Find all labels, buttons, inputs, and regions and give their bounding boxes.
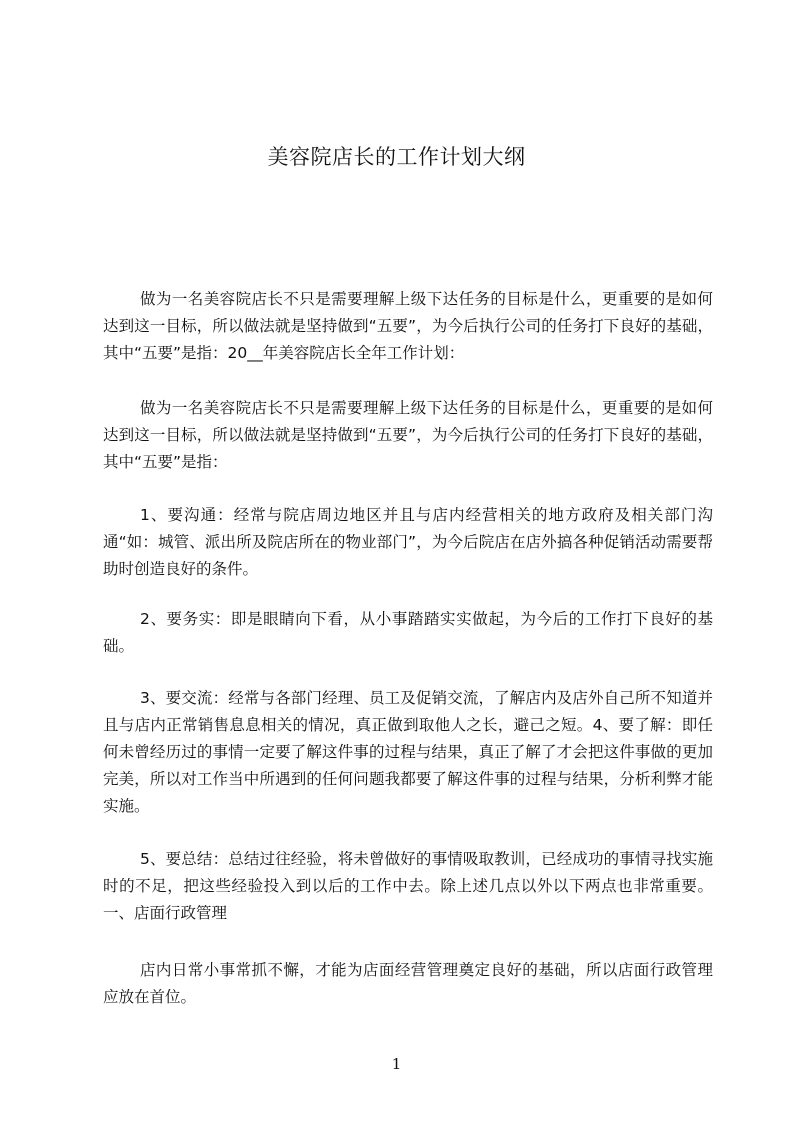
paragraph-communicate: 1、要沟通：经常与院店周边地区并且与店内经营相关的地方政府及相关部门沟通“如：城管、派出所及院店所在的物业部门”，为今后院店在店外搞各种促销活动需要帮助时创造良好的条件。 — [103, 506, 713, 578]
paragraph-store-admin: 店内日常小事常抓不懈，才能为店面经营管理奠定良好的基础，所以店面行政管理应放在首位。 — [103, 961, 713, 1006]
document-title: 美容院店长的工作计划大纲 — [267, 145, 526, 169]
page-number: 1 — [391, 1055, 402, 1073]
paragraph-intro-with-plan: 做为一名美容院店长不只是需要理解上级下达任务的目标是什么，更重要的是如何达到这一目标，所以做法就是坚持做到“五要”，为今后执行公司的任务打下良好的基础，其中“五要”是指：20__年美容院店长全年工作计划： — [103, 290, 713, 362]
paragraph-summarize: 5、要总结：总结过往经验，将未曾做好的事情吸取教训，已经成功的事情寻找实施时的不足，把这些经验投入到以后的工作中去。除上述几点以外以下两点也非常重要。一、店面行政管理 — [103, 850, 713, 922]
paragraph-exchange-understand: 3、要交流：经常与各部门经理、员工及促销交流，了解店内及店外自己所不知道并且与店内正常销售息息相关的情况，真正做到取他人之长，避己之短。4、要了解：即任何未曾经历过的事情一定要了解这件事的过程与结果，真正了解了才会把这件事做的更加完美，所以对工作当中所遇到的任何问题我都要了解这件事的过程与结果，分析利弊才能实施。 — [103, 689, 713, 815]
paragraph-intro: 做为一名美容院店长不只是需要理解上级下达任务的目标是什么，更重要的是如何达到这一目标，所以做法就是坚持做到“五要”，为今后执行公司的任务打下良好的基础，其中“五要”是指： — [103, 399, 713, 471]
paragraph-practical: 2、要务实：即是眼睛向下看，从小事踏踏实实做起，为今后的工作打下良好的基础。 — [103, 610, 713, 655]
